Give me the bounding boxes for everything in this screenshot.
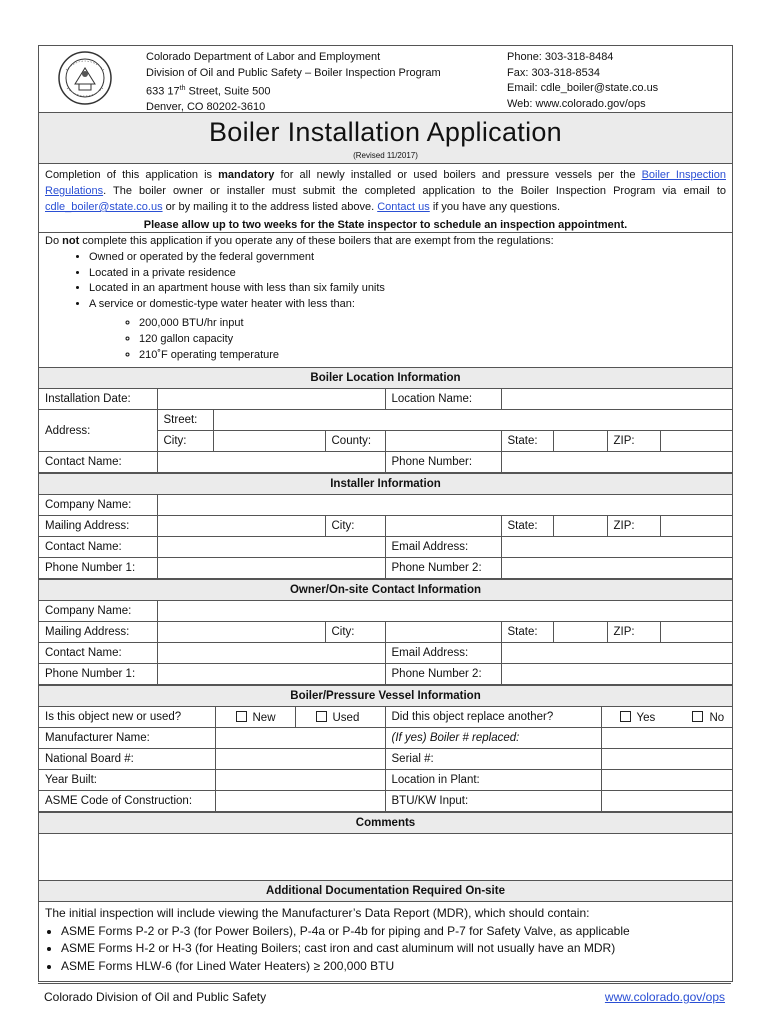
phone-number-field[interactable] [501, 452, 732, 473]
location-name-label: Location Name: [385, 389, 501, 410]
year-built-field[interactable] [215, 770, 385, 791]
owner-state-field[interactable] [553, 622, 607, 643]
comments-field[interactable] [39, 834, 732, 881]
list-item: • Located in a private residence [89, 266, 726, 282]
street-address: 633 17th Street, Suite 500 [146, 85, 271, 98]
year-built-label: Year Built: [39, 770, 215, 791]
location-name-field[interactable] [501, 389, 732, 410]
list-item: ◦ 210˚F operating temperature [139, 348, 726, 364]
street-label: Street: [157, 410, 213, 431]
location-plant-field[interactable] [601, 770, 732, 791]
phone-2-label: Phone Number 2: [385, 664, 501, 685]
county-label: County: [325, 431, 385, 452]
contact-name-label: Contact Name: [39, 452, 157, 473]
zip-label: ZIP: [607, 431, 660, 452]
documentation-list [39, 902, 732, 981]
yes-no-checkboxes [601, 707, 732, 728]
list-item: • Owned or operated by the federal government [89, 250, 726, 266]
owner-phone2-field[interactable] [501, 664, 732, 685]
address-label: Address: [39, 410, 157, 452]
company-name-label: Company Name: [39, 495, 157, 516]
division-name: Division of Oil and Public Safety – Boiler Inspection Program [146, 66, 441, 79]
national-board-field[interactable] [215, 749, 385, 770]
installer-mailing-field[interactable] [157, 516, 325, 537]
yes-checkbox[interactable]: Yes [620, 712, 656, 724]
owner-email-field[interactable] [501, 643, 732, 664]
section-boiler-location: Boiler Location Information [39, 367, 732, 389]
national-board-label: National Board #: [39, 749, 215, 770]
footer-agency: Colorado Division of Oil and Public Safety [44, 990, 267, 1004]
btu-input-label: BTU/KW Input: [385, 791, 601, 812]
section-owner: Owner/On-site Contact Information [39, 579, 732, 601]
contact-name-field[interactable] [157, 452, 385, 473]
zip-field[interactable] [660, 431, 732, 452]
list-item: • Located in an apartment house with less than six family units [89, 281, 726, 297]
footer-website-link[interactable]: www.colorado.gov/ops [604, 990, 725, 1004]
exemptions-lead: Do not complete this application if you operate any of these boilers that are exempt from the regulations: [45, 235, 554, 247]
asme-code-label: ASME Code of Construction: [39, 791, 215, 812]
web: Web: www.colorado.gov/ops [507, 97, 646, 110]
boiler-replaced-field[interactable] [601, 728, 732, 749]
intro-paragraph: Completion of this application is mandatory for all newly installed or used boilers and pressure vessels per the Boiler Inspection Regulations. The boiler owner or installer must submit the completed application to the Boiler Inspection Program via email to cdle_boiler@state.co.us or by mailing it to the address listed above. Contact us if you have any questions. [45, 169, 726, 213]
mailing-address-label: Mailing Address: [39, 516, 157, 537]
serial-field[interactable] [601, 749, 732, 770]
owner-city-field[interactable] [385, 622, 501, 643]
if-yes-label: (If yes) Boiler # replaced: [385, 728, 601, 749]
installer-city-field[interactable] [385, 516, 501, 537]
phone-number-label: Phone Number: [385, 452, 501, 473]
installer-state-field[interactable] [553, 516, 607, 537]
owner-phone1-field[interactable] [157, 664, 385, 685]
owner-company-field[interactable] [157, 601, 732, 622]
company-name-label: Company Name: [39, 601, 157, 622]
contact-name-label: Contact Name: [39, 643, 157, 664]
installer-contact-field[interactable] [157, 537, 385, 558]
street-field[interactable] [213, 410, 732, 431]
phone-1-label: Phone Number 1: [39, 664, 157, 685]
county-field[interactable] [385, 431, 501, 452]
owner-contact-field[interactable] [157, 643, 385, 664]
owner-mailing-field[interactable] [157, 622, 325, 643]
exemptions [39, 233, 732, 367]
phone-2-label: Phone Number 2: [385, 558, 501, 579]
city-state-zip: Denver, CO 80202-3610 [146, 101, 266, 114]
email-address-label: Email Address: [385, 643, 501, 664]
city-field[interactable] [213, 431, 325, 452]
btu-input-field[interactable] [601, 791, 732, 812]
serial-label: Serial #: [385, 749, 601, 770]
water-heater-limits [89, 313, 726, 363]
list-item: • A service or domestic-type water heater with less than: ◦ 200,000 BTU/hr input ◦ 120 gallon capacity ◦ 210˚F operating temperature [89, 297, 726, 363]
section-installer: Installer Information [39, 473, 732, 495]
email: Email: cdle_boiler@state.co.us [507, 82, 659, 94]
installer-phone2-field[interactable] [501, 558, 732, 579]
owner-table [39, 601, 732, 685]
zip-label: ZIP: [607, 622, 660, 643]
installation-date-field[interactable] [157, 389, 385, 410]
fax: Fax: 303-318-8534 [507, 66, 600, 79]
state-label: State: [501, 622, 553, 643]
exemptions-list [45, 250, 726, 364]
zip-label: ZIP: [607, 516, 660, 537]
page-footer [38, 983, 731, 1008]
application-form [38, 45, 733, 982]
schedule-notice: Please allow up to two weeks for the State inspector to schedule an inspection appointment. [39, 215, 732, 233]
state-of-colorado-seal-icon [57, 50, 113, 106]
section-vessel: Boiler/Pressure Vessel Information [39, 685, 732, 707]
no-checkbox[interactable]: No [692, 712, 724, 724]
letterhead [39, 46, 732, 113]
location-plant-label: Location in Plant: [385, 770, 601, 791]
used-checkbox[interactable]: Used [295, 707, 385, 728]
email-link[interactable]: cdle_boiler@state.co.us [45, 201, 163, 213]
asme-code-field[interactable] [215, 791, 385, 812]
list-item: ◦ 200,000 BTU/hr input [139, 316, 726, 332]
installer-email-field[interactable] [501, 537, 732, 558]
vessel-table [39, 707, 732, 812]
mailing-address-label: Mailing Address: [39, 622, 157, 643]
list-item: • ASME Forms HLW-6 (for Lined Water Heaters) ≥ 200,000 BTU [61, 958, 726, 976]
installer-table [39, 495, 732, 579]
state-field[interactable] [553, 431, 607, 452]
phone: Phone: 303-318-8484 [507, 51, 614, 63]
new-or-used-label: Is this object new or used? [39, 707, 215, 728]
section-docs: Additional Documentation Required On-site [39, 881, 732, 902]
list-item: • ASME Forms H-2 or H-3 (for Heating Boilers; cast iron and cast aluminum will not usually have an MDR) [61, 940, 726, 958]
title-band [39, 113, 732, 164]
list-item: • ASME Forms P-2 or P-3 (for Power Boilers), P-4a or P-4b for piping and P-7 for Safety Valve, as applicable [61, 923, 726, 941]
list-item: ◦ 120 gallon capacity [139, 332, 726, 348]
checkbox-icon [692, 711, 703, 722]
phone-1-label: Phone Number 1: [39, 558, 157, 579]
manufacturer-field[interactable] [215, 728, 385, 749]
regulations-link[interactable]: Boiler Inspection Regulations [45, 169, 726, 197]
agency-address [146, 50, 441, 116]
page-title: Boiler Installation Application [208, 117, 562, 147]
agency-name: Colorado Department of Labor and Employment [146, 51, 381, 63]
location-table [39, 389, 732, 473]
city-label: City: [325, 516, 385, 537]
revision-date: (Revised 11/2017) [353, 151, 418, 160]
installation-date-label: Installation Date: [39, 389, 157, 410]
docs-items [45, 923, 726, 976]
new-checkbox[interactable]: New [215, 707, 295, 728]
city-label: City: [157, 431, 213, 452]
installer-phone1-field[interactable] [157, 558, 385, 579]
owner-zip-field[interactable] [660, 622, 732, 643]
installer-zip-field[interactable] [660, 516, 732, 537]
installer-company-field[interactable] [157, 495, 732, 516]
docs-lead: The initial inspection will include viewing the Manufacturer’s Data Report (MDR), which should contain: [45, 906, 590, 921]
agency-contacts [507, 50, 658, 112]
checkbox-icon [620, 711, 631, 722]
state-label: State: [501, 516, 553, 537]
replace-label: Did this object replace another? [385, 707, 601, 728]
checkbox-icon [236, 711, 247, 722]
manufacturer-label: Manufacturer Name: [39, 728, 215, 749]
city-label: City: [325, 622, 385, 643]
section-comments: Comments [39, 812, 732, 834]
state-label: State: [501, 431, 553, 452]
contact-name-label: Contact Name: [39, 537, 157, 558]
email-address-label: Email Address: [385, 537, 501, 558]
contact-us-link[interactable]: Contact us [377, 201, 430, 213]
checkbox-icon [316, 711, 327, 722]
